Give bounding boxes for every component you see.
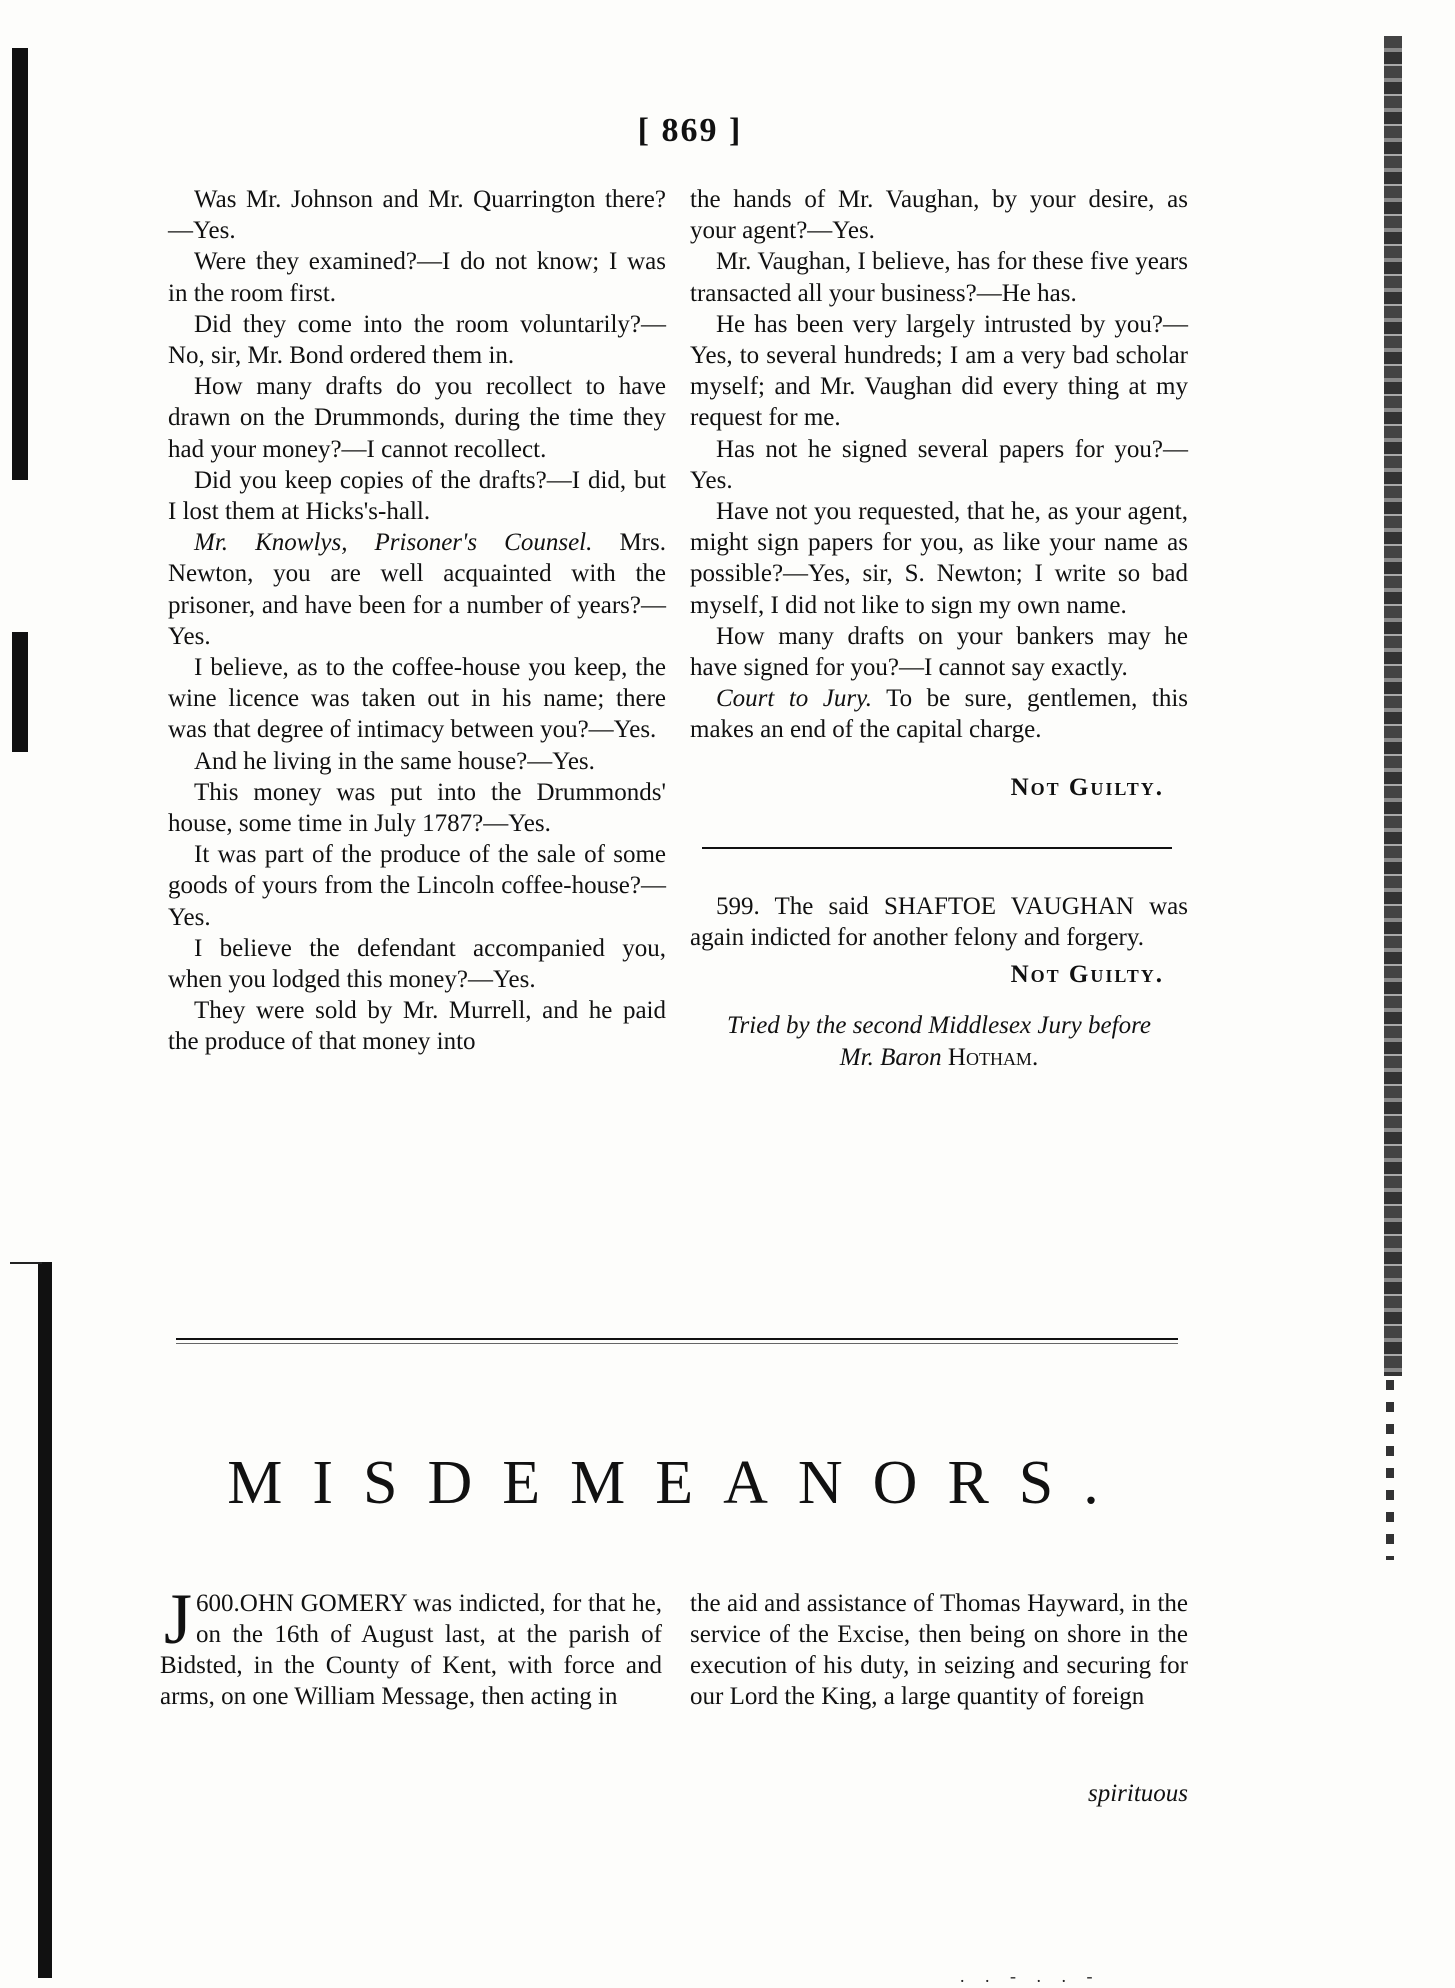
scan-specks: . . - . . -: [960, 1966, 1101, 1986]
paragraph: Mr. Vaughan, I believe, has for these five years transacted all your business?—He has.: [690, 248, 1188, 307]
right-column: [690, 184, 1188, 1073]
paragraph: the aid and assistance of Thomas Hayward, in the service of the Excise, then being on shore in the execution of his duty, in seizing and securing for our Lord the King, a large quantity of foreign: [690, 1590, 1188, 1710]
case-600-right: [690, 1588, 1188, 1712]
drop-cap: J: [164, 1579, 193, 1659]
paragraph: I believe the defendant accompanied you, when you lodged this money?—Yes.: [168, 934, 666, 994]
scan-edge-shadow: [12, 48, 28, 480]
paragraph: They were sold by Mr. Murrell, and he paid the produce of that money into: [168, 997, 666, 1056]
paragraph: Was Mr. Johnson and Mr. Quarrington there?—Yes.: [168, 186, 666, 245]
verdict: Not Guilty.: [1010, 961, 1164, 989]
scan-edge-shadow: [38, 1262, 52, 1978]
paragraph: And he living in the same house?—Yes.: [194, 747, 595, 775]
paragraph: How many drafts do you recollect to have drawn on the Drummonds, during the time they had your money?—I cannot recollect.: [168, 373, 666, 463]
counsel-heading: Mr. Knowlys, Prisoner's Counsel.: [194, 529, 593, 557]
paragraph: How many drafts on your bankers may he have signed for you?—I cannot say exactly.: [690, 622, 1188, 682]
paragraph: Did you keep copies of the drafts?—I did, but I lost them at Hicks's-hall.: [168, 466, 666, 526]
trial-line: Tried by the second Middlesex Jury before: [727, 1012, 1151, 1040]
court-label: Court to Jury.: [716, 685, 873, 713]
divider: [176, 1338, 1178, 1340]
case-600-left: [160, 1579, 662, 1712]
scan-mark: [10, 1262, 42, 1264]
paragraph: I believe, as to the coffee-house you keep, the wine licence was taken out in his name; there was that degree of intimacy between you?—Yes.: [168, 654, 666, 744]
paragraph-text: OHN GOMERY was indicted, for that he, on the 16th of August last, at the parish of Bidsted, in the County of Kent, with force and arms, on one William Message, then acting in: [160, 1590, 662, 1710]
catchword: spirituous: [1087, 1780, 1188, 1807]
scan-edge-binding: [1384, 36, 1402, 1376]
paragraph: [690, 683, 1188, 745]
paragraph: He has been very largely intrusted by you?—Yes, to several hundreds; I am a very bad scholar myself; and Mr. Vaughan did every thing at my request for me.: [690, 310, 1188, 432]
scan-edge-binding: [1386, 1380, 1394, 1560]
paragraph: Did they come into the room voluntarily?—No, sir, Mr. Bond ordered them in.: [168, 310, 666, 370]
left-column: [168, 184, 666, 1058]
paragraph-text: To be sure, gentlemen, this makes an end of the capital charge.: [690, 685, 1188, 744]
trial-note: [690, 1010, 1188, 1072]
judge-prefix: Mr. Baron: [839, 1043, 942, 1071]
page-number: [ 869 ]: [637, 112, 743, 149]
paragraph: This money was put into the Drummonds' house, some time in July 1787?—Yes.: [168, 778, 666, 838]
scan-edge-shadow: [12, 632, 28, 752]
divider: [176, 1343, 1178, 1344]
paragraph: It was part of the produce of the sale of some goods of yours from the Lincoln coffee-house?—Yes.: [168, 841, 666, 931]
paragraph: [168, 527, 666, 652]
judge-name: Hotham.: [947, 1043, 1039, 1071]
paragraph: the hands of Mr. Vaughan, by your desire, as your agent?—Yes.: [690, 186, 1188, 245]
verdict: Not Guilty.: [1010, 773, 1164, 801]
case-number: 600.: [196, 1590, 240, 1617]
paragraph: [690, 891, 1188, 953]
paragraph-text: The said SHAFTOE VAUGHAN was again indicted for another felony and forgery.: [690, 892, 1188, 952]
paragraph-text: Mrs. Newton, you are well acquainted with the prisoner, and have been for a number of years?—Yes.: [168, 529, 666, 650]
paragraph: Were they examined?—I do not know; I was in the room first.: [168, 248, 666, 307]
divider: [702, 847, 1172, 849]
case-number: 599.: [716, 892, 760, 920]
section-title: MISDEMEANORS.: [227, 1449, 1129, 1517]
paragraph: [160, 1579, 662, 1712]
paragraph: Has not he signed several papers for you?—Yes.: [690, 435, 1188, 494]
paragraph: Have not you requested, that he, as your agent, might sign papers for you, as like your name as possible?—Yes, sir, S. Newton; I write so bad myself, I did not like to sign my own name.: [690, 498, 1188, 619]
